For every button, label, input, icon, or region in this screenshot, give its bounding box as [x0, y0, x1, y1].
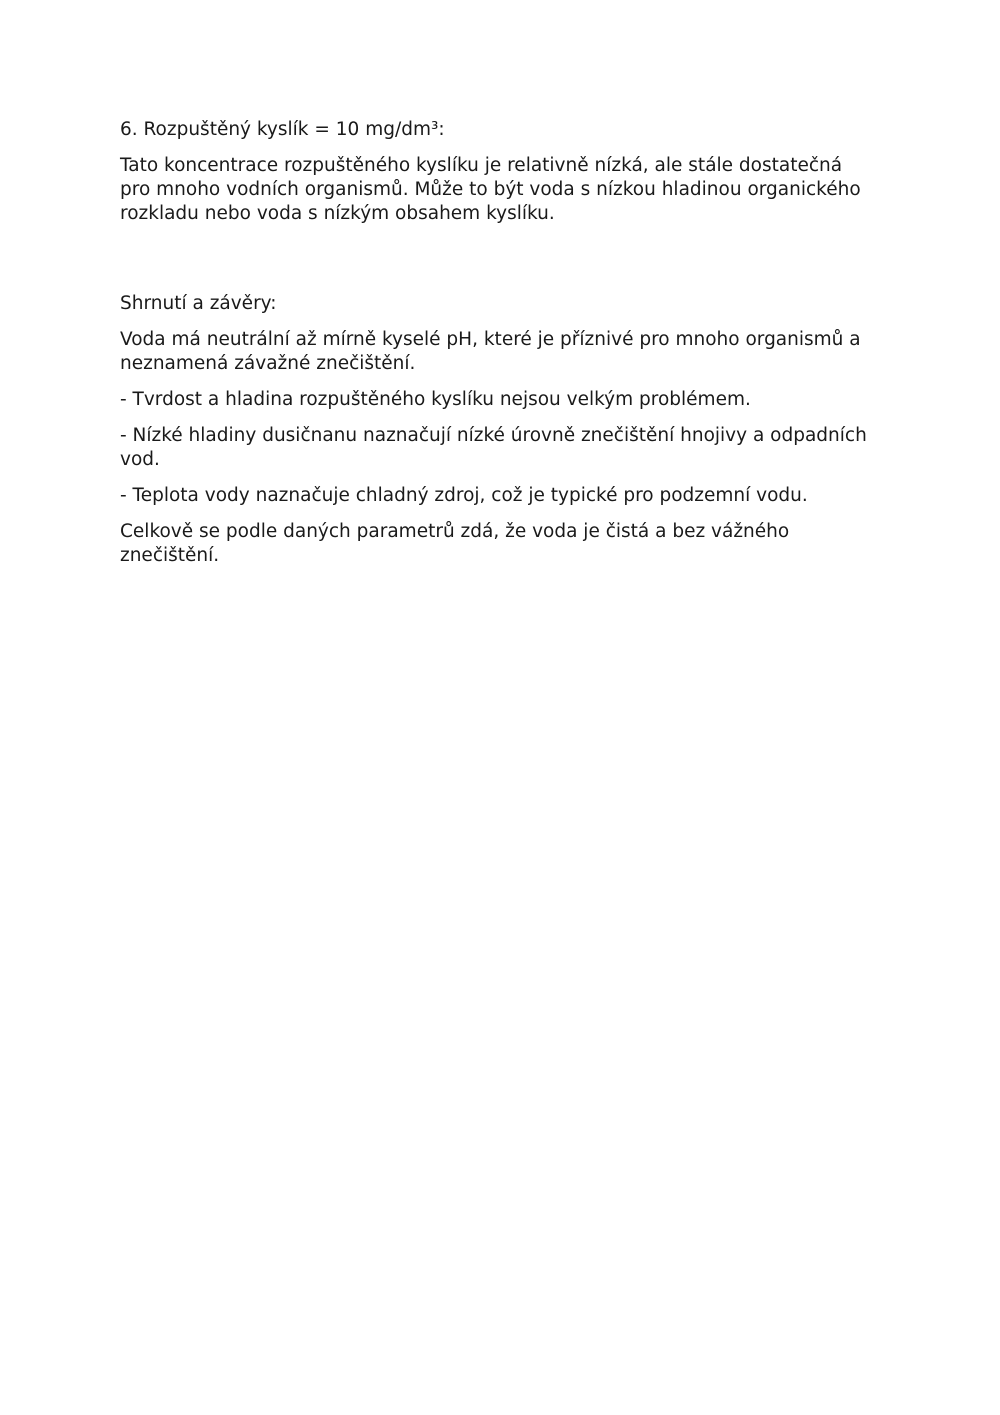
- section-6-heading: 6. Rozpuštěný kyslík = 10 mg/dm³:: [120, 119, 445, 140]
- summary-intro: Voda má neutrální až mírně kyselé pH, které je příznivé pro mnoho organismů a neznamená závažné znečištění.: [120, 329, 861, 374]
- summary-conclusion: Celkově se podle daných parametrů zdá, že voda je čistá a bez vážného znečištění.: [120, 521, 790, 566]
- summary-point-temperature: - Teplota vody naznačuje chladný zdroj, což je typické pro podzemní vodu.: [120, 485, 808, 506]
- summary-point-nitrate: - Nízké hladiny dusičnanu naznačují nízké úrovně znečištění hnojivy a odpadních vod.: [120, 425, 867, 470]
- summary-heading: Shrnutí a závěry:: [120, 293, 277, 314]
- document-page: [120, 118, 880, 580]
- section-spacer: [120, 238, 880, 292]
- section-6-body: Tato koncentrace rozpuštěného kyslíku je relativně nízká, ale stále dostatečná pro mnoho vodních organismů. Může to být voda s nízkou hladinou organického rozkladu nebo voda s nízkým obsahem kyslíku.: [120, 155, 861, 224]
- summary-point-hardness: - Tvrdost a hladina rozpuštěného kyslíku nejsou velkým problémem.: [120, 389, 751, 410]
